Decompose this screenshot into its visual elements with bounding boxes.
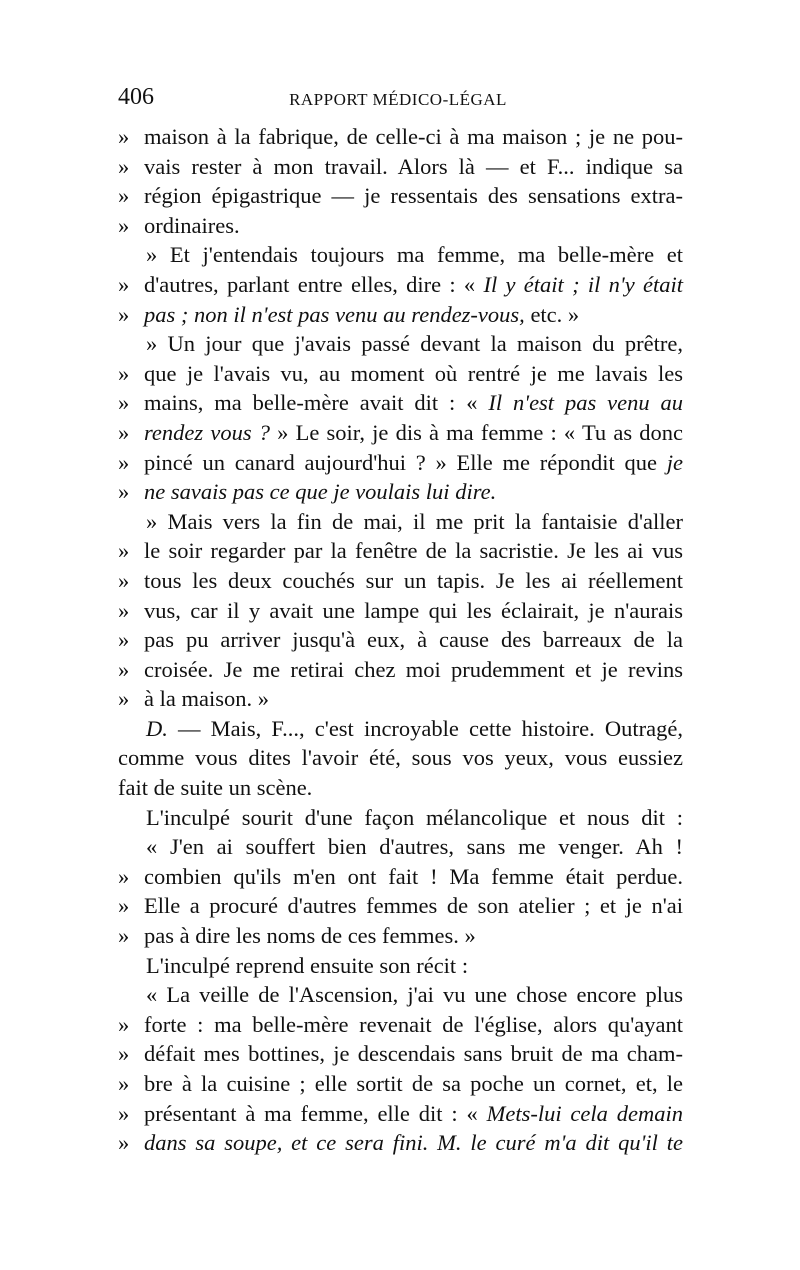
- text-line: [118, 122, 683, 152]
- line-text: » Un jour que j'avais passé devant la maison du prêtre,: [146, 331, 683, 357]
- text-line: [118, 832, 683, 862]
- quote-mark: »: [118, 627, 130, 653]
- text-line: [118, 418, 683, 448]
- line-text: L'inculpé sourit d'une façon mélancolique et nous dit :: [146, 804, 683, 830]
- text-line: [118, 448, 683, 478]
- line-text: maison à la fabrique, de celle-ci à ma maison ; je ne pou-: [144, 124, 683, 149]
- quote-mark: »: [118, 360, 130, 386]
- line-text: pincé un canard aujourd'hui ? » Elle me répondit que: [144, 449, 667, 475]
- line-text: forte : ma belle-mère revenait de l'église, alors qu'ayant: [144, 1011, 683, 1037]
- text-line: [118, 921, 683, 951]
- quote-mark: »: [118, 863, 130, 889]
- line-text: — Mais, F..., c'est incroyable cette histoire. Outragé,: [167, 715, 683, 741]
- line-text: » Et j'entendais toujours ma femme, ma belle-mère et: [146, 242, 683, 268]
- line-text: Elle a procuré d'autres femmes de son atelier ; et je n'ai: [144, 893, 683, 919]
- line-text: » Le soir, je dis à ma femme : « Tu as donc: [270, 419, 683, 445]
- line-text: région épigastrique — je ressentais des sensations extra-: [144, 183, 683, 209]
- line-text: ordinaires.: [144, 212, 240, 238]
- line-text: « J'en ai souffert bien d'autres, sans me venger. Ah !: [146, 834, 683, 860]
- quote-mark: »: [118, 301, 130, 327]
- line-text: etc. »: [524, 301, 580, 327]
- text-line: [118, 300, 683, 330]
- line-text: d'autres, parlant entre elles, dire : «: [144, 271, 484, 297]
- text-line: [118, 655, 683, 685]
- text-line: [118, 388, 683, 418]
- text-line: [118, 181, 683, 211]
- text-line: [118, 980, 683, 1010]
- quote-mark: »: [118, 1130, 130, 1156]
- line-text: le soir regarder par la fenêtre de la sacristie. Je les ai vus: [144, 538, 683, 564]
- quote-mark: »: [118, 449, 130, 475]
- quote-mark: »: [118, 567, 130, 593]
- quote-mark: »: [118, 686, 130, 712]
- text-line: [118, 270, 683, 300]
- text-line: [118, 152, 683, 182]
- line-text: bre à la cuisine ; elle sortit de sa poche un cornet, et, le: [144, 1071, 683, 1096]
- line-text: vais rester à mon travail. Alors là — et F... indique sa: [144, 153, 683, 179]
- quote-mark: »: [118, 1011, 130, 1037]
- text-line: [118, 507, 683, 537]
- quote-mark: »: [118, 390, 130, 416]
- line-text: vus, car il y avait une lampe qui les éclairait, je n'aurais: [144, 597, 683, 623]
- line-text: présentant à ma femme, elle dit : «: [144, 1100, 487, 1126]
- text-line: [118, 803, 683, 833]
- line-text: comme vous dites l'avoir été, sous vos yeux, vous eussiez: [118, 745, 683, 771]
- text-line: [118, 329, 683, 359]
- text-line: [118, 684, 683, 714]
- text-line: [118, 477, 683, 507]
- quote-mark: »: [118, 479, 130, 505]
- italic-text: Il y était ; il n'y était: [483, 271, 683, 297]
- text-line: [118, 1069, 683, 1099]
- quote-mark: »: [118, 893, 130, 919]
- line-text: « La veille de l'Ascension, j'ai vu une chose encore plus: [146, 982, 683, 1008]
- line-text: à la maison. »: [144, 686, 269, 712]
- text-line: [118, 596, 683, 626]
- quote-mark: »: [118, 1071, 130, 1096]
- quote-mark: »: [118, 212, 130, 238]
- text-line: [118, 359, 683, 389]
- line-text: pas à dire les noms de ces femmes. »: [144, 923, 476, 949]
- page-number: 406: [118, 84, 154, 110]
- text-line: [118, 951, 683, 981]
- quote-mark: »: [118, 419, 130, 445]
- running-head: RAPPORT MÉDICO-LÉGAL: [289, 90, 507, 109]
- line-text: pas pu arriver jusqu'à eux, à cause des barreaux de la: [144, 627, 683, 653]
- quote-mark: »: [118, 153, 130, 179]
- quote-mark: »: [118, 183, 130, 209]
- italic-text: Mets-lui cela demain: [486, 1100, 683, 1126]
- quote-mark: »: [118, 271, 130, 297]
- italic-text: rendez vous ?: [144, 419, 270, 445]
- text-line: [118, 625, 683, 655]
- text-line: [118, 1128, 683, 1158]
- text-line: [118, 743, 683, 773]
- quote-mark: »: [118, 597, 130, 623]
- line-text: croisée. Je me retirai chez moi prudemment et je revins: [144, 656, 683, 682]
- text-line: [118, 240, 683, 270]
- text-line: [118, 536, 683, 566]
- italic-text: dans sa soupe, et ce sera fini. M. le curé m'a dit qu'il te: [144, 1130, 683, 1156]
- italic-text: D.: [146, 715, 168, 741]
- line-text: mains, ma belle-mère avait dit : «: [144, 390, 489, 416]
- text-line: [118, 1099, 683, 1129]
- line-text: » Mais vers la fin de mai, il me prit la fantaisie d'aller: [146, 508, 683, 534]
- quote-mark: »: [118, 1100, 130, 1126]
- quote-mark: »: [118, 923, 130, 949]
- page-header: [118, 84, 678, 114]
- italic-text: je: [666, 449, 683, 475]
- line-text: L'inculpé reprend ensuite son récit :: [146, 952, 469, 978]
- text-line: [118, 891, 683, 921]
- quote-mark: »: [118, 124, 130, 149]
- text-line: [118, 714, 683, 744]
- text-line: [118, 862, 683, 892]
- italic-text: ne savais pas ce que je voulais lui dire.: [144, 479, 497, 505]
- line-text: défait mes bottines, je descendais sans bruit de ma cham-: [144, 1041, 683, 1067]
- text-line: [118, 1010, 683, 1040]
- italic-text: pas ; non il n'est pas venu au rendez-vous,: [144, 301, 525, 327]
- text-line: [118, 211, 683, 241]
- text-line: [118, 566, 683, 596]
- text-line: [118, 1039, 683, 1069]
- text-line: [118, 773, 683, 803]
- quote-mark: »: [118, 538, 130, 564]
- body-text: [118, 122, 683, 1158]
- line-text: que je l'avais vu, au moment où rentré je me lavais les: [144, 360, 683, 386]
- line-text: tous les deux couchés sur un tapis. Je les ai réellement: [144, 567, 683, 593]
- quote-mark: »: [118, 656, 130, 682]
- italic-text: Il n'est pas venu au: [488, 390, 684, 416]
- line-text: fait de suite un scène.: [118, 775, 313, 801]
- line-text: combien qu'ils m'en ont fait ! Ma femme était perdue.: [144, 863, 683, 889]
- quote-mark: »: [118, 1041, 130, 1067]
